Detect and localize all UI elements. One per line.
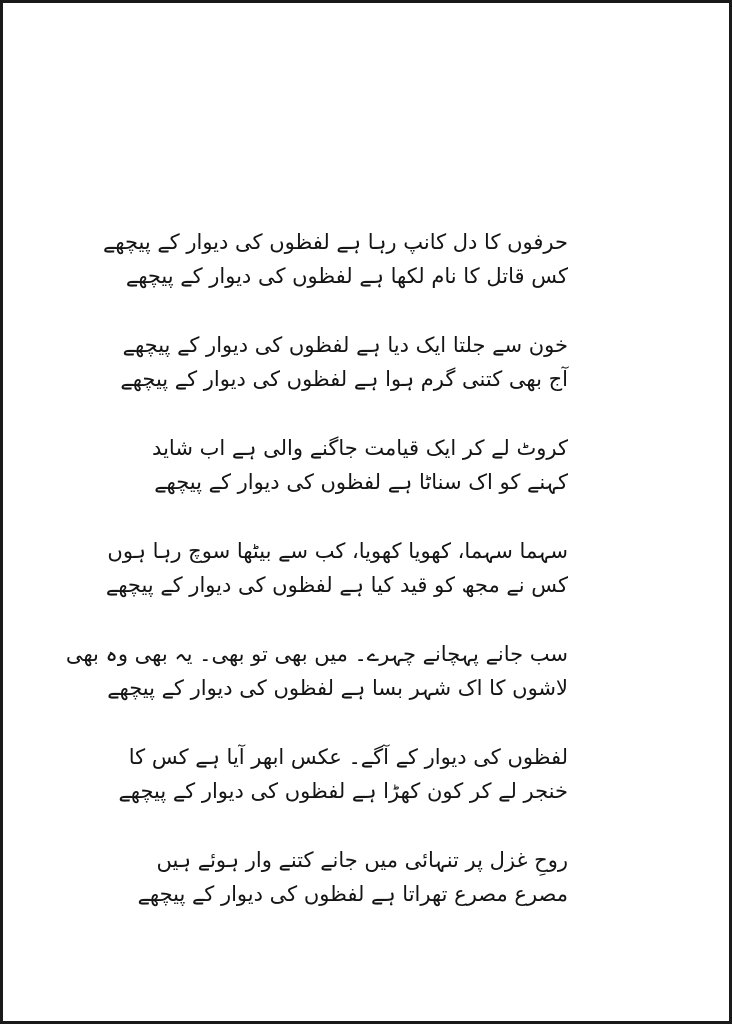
verse-line: لاشوں کا اک شہر بسا ہے لفظوں کی دیوار کے پیچھے (107, 676, 568, 700)
verse-line: مصرع مصرع تھراتا ہے لفظوں کی دیوار کے پیچھے (137, 882, 568, 906)
couplet (152, 431, 568, 534)
verse-line: حرفوں کا دل کانپ رہا ہے لفظوں کی دیوار کے پیچھے (102, 230, 568, 254)
verse-line: آج بھی کتنی گرم ہوا ہے لفظوں کی دیوار کے پیچھے (120, 367, 568, 391)
verse-line: روحِ غزل پر تنہائی میں جانے کتنے وار ہوئے ہیں (156, 848, 568, 872)
couplet (102, 225, 568, 328)
couplet (118, 740, 568, 843)
verse-line: سب جانے پہچانے چہرے۔ میں بھی تو بھی۔ یہ بھی وہ بھی (65, 642, 568, 666)
verse-line: کس نے مجھ کو قید کیا ہے لفظوں کی دیوار کے پیچھے (105, 573, 568, 597)
verse-line: خنجر لے کر کون کھڑا ہے لفظوں کی دیوار کے پیچھے (118, 779, 568, 803)
verse-line: کہنے کو اک سناٹا ہے لفظوں کی دیوار کے پیچھے (154, 470, 568, 494)
verse-line: سہما سہما، کھویا کھویا، کب سے بیٹھا سوچ رہا ہوں (107, 539, 568, 563)
couplet (120, 328, 568, 431)
verse-line: لفظوں کی دیوار کے آگے۔ عکس ابھر آیا ہے کس کا (128, 745, 568, 769)
verse-line: کروٹ لے کر ایک قیامت جاگنے والی ہے اب شاید (152, 436, 568, 460)
poem-ghazal (65, 225, 568, 946)
couplet (137, 843, 568, 946)
couplet (65, 637, 568, 740)
verse-line: خون سے جلتا ایک دیا ہے لفظوں کی دیوار کے پیچھے (122, 333, 568, 357)
verse-line: کس قاتل کا نام لکھا ہے لفظوں کی دیوار کے پیچھے (125, 264, 568, 288)
couplet (105, 534, 568, 637)
